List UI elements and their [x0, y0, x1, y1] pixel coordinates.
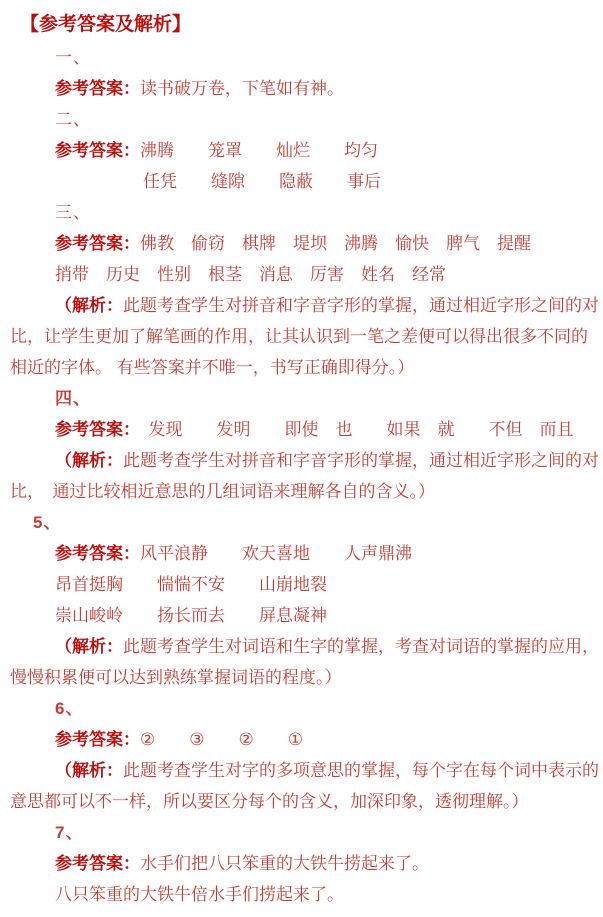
page-title: 【参考答案及解析】 [20, 14, 192, 35]
analysis-text: 相近的字体。 有些答案并不唯一，书写正确即得分。） [10, 358, 415, 377]
answer-line [55, 414, 603, 445]
answer-label: 参考答案： [55, 854, 140, 873]
analysis-line [55, 445, 603, 476]
answer-label: 参考答案： [55, 730, 140, 749]
analysis-line [10, 662, 603, 693]
analysis-line [10, 321, 603, 352]
analysis-text: 此题考查学生对字的多项意思的掌握，每个字在每个词中表示的 [123, 761, 599, 780]
answer-text: 崇山峻岭 扬长而去 屏息凝神 [55, 606, 327, 625]
analysis-text: 此题考查学生对词语和生字的掌握，考查对词语的掌握的应用， [123, 637, 599, 656]
analysis-text: 比， 通过比较相近意思的几组词语来理解各自的含义。） [10, 482, 435, 501]
answer-line [55, 569, 603, 600]
section-5-number: 5、 [33, 513, 62, 532]
answer-text: 发现 发明 即使 也 如果 就 不但 而且 [131, 420, 574, 439]
answer-line [143, 166, 603, 197]
answer-text: 佛教 偷窃 棋牌 堤坝 沸腾 愉快 脾气 提醒 [140, 234, 531, 253]
answer-text: 昂首挺胸 惴惴不安 山崩地裂 [55, 575, 327, 594]
answer-label: 参考答案： [55, 79, 140, 98]
answer-label: 参考答案： [55, 234, 140, 253]
answer-line [55, 600, 603, 631]
analysis-line [55, 290, 603, 321]
analysis-label: （解析： [55, 761, 123, 780]
analysis-text: 此题考查学生对拼音和字音字形的掌握，通过相近字形之间的对 [123, 451, 599, 470]
analysis-text: 此题考查学生对拼音和字音字形的掌握，通过相近字形之间的对 [123, 296, 599, 315]
answer-text: ② ③ ② ① [140, 730, 303, 749]
answer-line [55, 135, 603, 166]
section-3-number: 三、 [55, 203, 91, 222]
answer-line [55, 848, 603, 879]
analysis-line [55, 755, 603, 786]
answer-text: 水手们把八只笨重的大铁牛捞起来了。 [140, 854, 429, 873]
analysis-text: 比，让学生更加了解笔画的作用，让其认识到一笔之差便可以得出很多不同的 [10, 327, 588, 346]
analysis-line [10, 786, 603, 817]
analysis-text: 慢慢积累便可以达到熟练掌握词语的程度。） [10, 668, 342, 687]
answer-line [55, 259, 603, 290]
answer-line [55, 228, 603, 259]
analysis-label: （解析： [55, 451, 123, 470]
analysis-line [55, 631, 603, 662]
section-1-number: 一、 [55, 48, 91, 67]
answer-label: 参考答案： [55, 141, 140, 160]
analysis-text: 意思都可以不一样，所以要区分每个的含义，加深印象，透彻理解。） [10, 792, 529, 811]
analysis-line [10, 476, 603, 507]
answer-text: 任凭 缝隙 隐蔽 事后 [143, 172, 381, 191]
answer-line [55, 879, 603, 910]
answer-line [55, 73, 603, 104]
answer-text: 捎带 历史 性别 根茎 消息 厉害 姓名 经常 [55, 265, 446, 284]
analysis-line [10, 352, 603, 383]
answer-text: 八只笨重的大铁牛倍水手们捞起来了。 [55, 885, 344, 904]
answer-label: 参考答案： [55, 420, 132, 439]
answer-label: 参考答案： [55, 544, 140, 563]
answer-text: 风平浪静 欢天喜地 人声鼎沸 [140, 544, 412, 563]
analysis-label: （解析： [55, 637, 123, 656]
answer-line [55, 724, 603, 755]
answer-text: 沸腾 笼罩 灿烂 均匀 [140, 141, 378, 160]
analysis-label: （解析： [55, 296, 123, 315]
section-6-number: 6、 [55, 699, 84, 718]
answer-text: 读书破万卷，下笔如有神。 [140, 79, 344, 98]
section-4-number: 四、 [55, 389, 91, 408]
section-7-number: 7、 [55, 823, 84, 842]
section-2-number: 二、 [55, 110, 91, 129]
answer-line [55, 538, 603, 569]
